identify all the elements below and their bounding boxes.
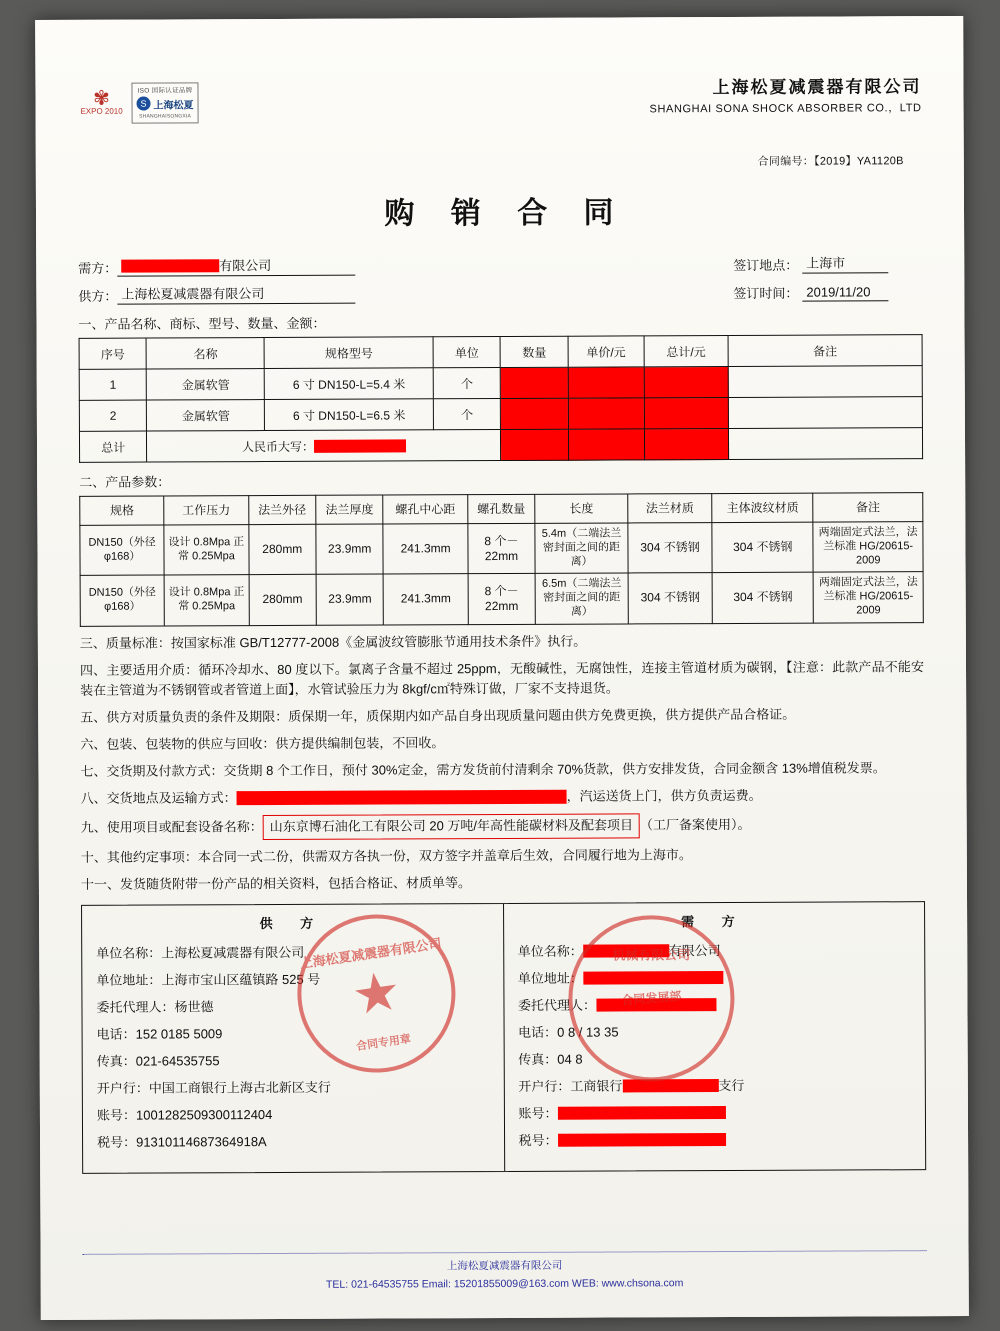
cell-remark: 两端固定式法兰，法兰标准 HG/20615-2009 — [813, 572, 923, 623]
supplier-address-label: 单位地址： — [96, 972, 162, 988]
footer-contact: TEL: 021-64535755 Email: 15201855009@163.com WEB: www.chsona.com — [325, 1277, 684, 1291]
footer-company: 上海松夏减震器有限公司 — [446, 1260, 563, 1273]
cell-bolt-pcd: 241.3mm — [383, 524, 468, 575]
cell-note — [728, 397, 922, 429]
document-content — [77, 76, 926, 1174]
supplier-taxno — [97, 1130, 490, 1151]
redaction-bar — [314, 439, 406, 452]
total-sum — [644, 429, 728, 460]
buyer-account-label: 账号： — [518, 1105, 558, 1121]
company-identity — [649, 76, 921, 117]
supplier-agent — [96, 995, 489, 1016]
cell-flange-od: 280mm — [248, 524, 316, 575]
company-name-en: SHANGHAI SONA SHOCK ABSORBER CO.，LTD — [649, 102, 922, 116]
product-table — [79, 334, 924, 463]
col-bellow-material: 主体波纹材质 — [712, 493, 813, 522]
logo-group — [77, 79, 198, 126]
cell-flange-od: 280mm — [249, 575, 317, 626]
buyer-value — [117, 255, 355, 277]
cell-bolt-qty: 8 个－22mm — [468, 523, 536, 574]
cell-spec: DN150（外径φ168） — [80, 575, 165, 626]
sign-place-label: 签订地点： — [733, 257, 799, 273]
supplier-fax-value: 021-64535755 — [135, 1053, 220, 1069]
supplier-stamp-sub: 合同专用章 — [355, 1033, 412, 1053]
contract-number: 合同编号：【2019】YA1120B — [757, 155, 904, 168]
redaction-bar — [583, 971, 723, 985]
col-spec: 规格 — [80, 496, 164, 525]
col-pressure: 工作压力 — [164, 496, 248, 525]
buyer-tel-label: 电话： — [518, 1024, 558, 1040]
col-total: 总计/元 — [644, 336, 728, 367]
cell-pressure: 设计 0.8Mpa 正常 0.25Mpa — [164, 525, 249, 576]
cell-model: 6 寸 DN150-L=6.5 米 — [265, 399, 434, 431]
buyer-bank-label: 开户行： — [518, 1078, 571, 1094]
clause-7: 七、交货期及付款方式：交货期 8 个工作日，预付 30%定金，需方发货前付清剩余 70%货款，供方安排发货，合同金额含 13%增值税发票。 — [80, 760, 886, 780]
total-label: 总计 — [79, 431, 147, 462]
redaction-bar — [121, 259, 219, 272]
supplier-account-label: 账号： — [96, 1107, 136, 1123]
supplier-signature-column — [82, 904, 505, 1173]
clause-6: 六、包装、包装物的供应与回收：供方提供编制包装，不回收。 — [80, 735, 445, 752]
buyer-taxno-label: 税号： — [518, 1132, 558, 1148]
clause-8 — [81, 786, 925, 810]
clause-8-label: 八、交货地点及运输方式： — [80, 790, 237, 807]
buyer-agent-label: 委托代理人： — [517, 997, 597, 1013]
cell-qty — [501, 398, 569, 429]
total-price — [568, 429, 644, 460]
cell-model: 6 寸 DN150-L=5.4 米 — [265, 368, 434, 400]
cell-qty — [501, 367, 569, 398]
cell-name: 金属软管 — [147, 369, 265, 401]
buyer-taxno — [519, 1128, 912, 1149]
cell-bellow-material: 304 不锈钢 — [712, 522, 813, 573]
supplier-bank-value: 中国工商银行上海古北新区支行 — [148, 1079, 331, 1096]
iso-label: ISO 国际认证品牌 — [137, 86, 193, 95]
supplier-tel — [97, 1022, 490, 1043]
expo-logo-label: EXPO 2010 — [80, 106, 123, 116]
col-flange-od: 法兰外径 — [248, 495, 316, 524]
page-title: 购 销 合 同 — [384, 196, 628, 231]
buyer-stamp-sub: 合同发展部 — [620, 989, 682, 1008]
supplier-tel-value: 152 0185 5009 — [135, 1026, 223, 1042]
cell-length: 5.4m（二端法兰密封面之间的距离） — [535, 523, 628, 574]
cell-unit: 个 — [433, 368, 501, 399]
cell-price — [568, 398, 644, 429]
parameter-table — [79, 492, 924, 626]
clause-10: 十、其他约定事项：本合同一式二份，供需双方各执一份，双方签字并盖章后生效，合同履行地为上海市。 — [80, 846, 692, 865]
col-name: 名称 — [146, 338, 264, 370]
supplier-fax-label: 传真： — [96, 1053, 136, 1069]
clause-9 — [81, 813, 925, 841]
buyer-unit-name-value: 有限公司 — [668, 942, 721, 959]
col-unit: 单位 — [433, 337, 501, 368]
buyer-bank-tail: 支行 — [718, 1077, 745, 1093]
supplier-account-value: 1001282509300112404 — [135, 1106, 273, 1123]
buyer-signature-column — [504, 902, 926, 1171]
cell-price — [568, 367, 644, 398]
col-flange-thickness: 法兰厚度 — [316, 495, 384, 524]
cell-note — [728, 366, 922, 398]
supplier-bank — [97, 1076, 490, 1097]
col-flange-material: 法兰材质 — [628, 494, 712, 523]
total-note — [729, 428, 923, 460]
cell-flange-material: 304 不锈钢 — [628, 523, 713, 574]
cell-bolt-pcd: 241.3mm — [384, 574, 469, 625]
redaction-bar — [557, 1106, 725, 1120]
document-footer — [83, 1250, 927, 1295]
signature-block — [81, 901, 926, 1174]
buyer-unit-name — [518, 939, 911, 960]
supplier-unit-name-label: 单位名称： — [96, 945, 162, 961]
cell-bellow-material: 304 不锈钢 — [712, 572, 813, 623]
supplier-address — [96, 968, 489, 989]
table-total-row — [79, 428, 922, 463]
total-amount-words — [147, 430, 501, 463]
star-icon: ★ — [348, 960, 405, 1027]
sign-place-value: 上海市 — [802, 252, 888, 273]
clause-3: 三、质量标准：按国家标准 GB/T12777-2008《金属波纹管膨胀节通用技术条件》执行。 — [79, 633, 587, 651]
supplier-unit-name-value: 上海松夏减震器有限公司 — [161, 944, 305, 961]
cell-bolt-qty: 8 个－22mm — [468, 574, 536, 625]
buyer-label: 需方： — [78, 260, 118, 276]
cell-unit: 个 — [433, 399, 501, 430]
supplier-taxno-value: 91310114687364918A — [136, 1133, 267, 1150]
cell-remark: 两端固定式法兰，法兰标准 HG/20615-2009 — [813, 522, 923, 573]
buyer-fax-label: 传真： — [518, 1051, 558, 1067]
buyer-stamp-text: 机械有限公司 — [612, 947, 691, 963]
brand-mark-icon: S — [137, 97, 151, 111]
table-row — [80, 522, 923, 576]
cell-total — [644, 367, 728, 398]
brand-name-en: SHANGHAISONGXIA — [139, 112, 192, 120]
supplier-label: 供方： — [78, 288, 118, 304]
cell-spec: DN150（外径φ168） — [80, 525, 165, 576]
table-header-row — [79, 335, 922, 370]
contract-page — [35, 16, 969, 1320]
supplier-fax — [97, 1049, 490, 1070]
buyer-address-label: 单位地址： — [517, 970, 583, 986]
project-name-highlight: 山东京博石油化工有限公司 20 万吨/年高性能碳材料及配套项目 — [263, 814, 640, 840]
supplier-bank-label: 开户行： — [96, 1080, 149, 1096]
buyer-bank-value: 工商银行 — [570, 1078, 623, 1094]
cell-total — [644, 398, 728, 429]
table-row — [79, 366, 922, 401]
col-price: 单价/元 — [568, 336, 644, 367]
clause-9-label: 九、使用项目或配套设备名称： — [80, 819, 263, 836]
brand-logo — [131, 82, 198, 123]
cell-flange-material: 304 不锈钢 — [628, 573, 713, 624]
supplier-taxno-label: 税号： — [97, 1134, 137, 1150]
clause-4: 四、主要适用介质：循环冷却水、80 度以下。氯离子含量不超过 25ppm，无酸碱性，无腐蚀性，连接主管道材质为碳钢，【注意：此款产品不能安装在主管道为不锈钢管或者管道上面】，水管试验压力为 8kgf/c㎡特殊订做，厂家不支持退货。 — [79, 658, 925, 698]
section2-title: 二、产品参数： — [79, 474, 171, 490]
cell-pressure: 设计 0.8Mpa 正常 0.25Mpa — [164, 575, 249, 626]
buyer-row — [78, 252, 922, 277]
col-qty: 数量 — [501, 336, 569, 367]
cell-no: 1 — [79, 369, 147, 400]
buyer-unit-name-label: 单位名称： — [517, 943, 583, 959]
buyer-tel-value: 0 8 / 13 35 — [557, 1024, 619, 1040]
supplier-heading: 供 方 — [259, 915, 326, 931]
col-no: 序号 — [79, 338, 147, 369]
supplier-unit-name — [96, 941, 489, 962]
buyer-agent — [518, 993, 911, 1014]
company-name-cn: 上海松夏减震器有限公司 — [712, 77, 922, 98]
supplier-row — [78, 280, 922, 305]
total-qty — [501, 429, 569, 460]
col-bolt-pcd: 螺孔中心距 — [383, 495, 467, 524]
clause-5: 五、供方对质量负责的条件及期限：质保期一年，质保期内如产品自身出现质量问题由供方免费更换，供方提供产品合格证。 — [80, 706, 796, 725]
buyer-bank — [518, 1074, 911, 1095]
sign-date-value: 2019/11/20 — [802, 284, 888, 301]
cell-name: 金属软管 — [147, 400, 265, 432]
buyer-fax-value: 04 8 — [557, 1051, 583, 1067]
document-header — [77, 76, 921, 142]
table-row — [79, 397, 922, 432]
supplier-agent-label: 委托代理人： — [96, 999, 175, 1015]
supplier-account — [97, 1103, 490, 1124]
clause-11: 十一、发货随货附带一份产品的相关资料，包括合格证、材质单等。 — [80, 874, 471, 892]
cell-flange-thickness: 23.9mm — [316, 574, 384, 625]
supplier-stamp-text: 上海松夏减震器有限公司 — [298, 935, 443, 972]
col-bolt-qty: 螺孔数量 — [468, 494, 536, 523]
total-amount-words-label: 人民币大写： — [241, 439, 315, 454]
buyer-heading: 需 方 — [681, 913, 747, 930]
section1-title: 一、产品名称、商标、型号、数量、金额： — [78, 315, 326, 332]
buyer-fax — [518, 1047, 911, 1068]
supplier-address-value: 上海市宝山区蕴镇路 525 号 — [161, 971, 321, 988]
redaction-bar — [622, 1079, 718, 1092]
supplier-agent-value: 杨世德 — [174, 999, 214, 1015]
cell-length: 6.5m（二端法兰密封面之间的距离） — [535, 573, 628, 624]
supplier-tel-label: 电话： — [96, 1026, 136, 1042]
col-model: 规格型号 — [265, 337, 434, 369]
redaction-bar — [558, 1133, 726, 1147]
cell-no: 2 — [79, 400, 147, 431]
col-remark: 备注 — [813, 493, 923, 522]
redaction-bar — [583, 944, 669, 957]
buyer-account — [518, 1101, 911, 1122]
cell-flange-thickness: 23.9mm — [316, 524, 384, 575]
redaction-bar — [237, 790, 567, 805]
clause-9-tail: （工厂备案使用）。 — [639, 817, 751, 833]
clause-8-tail: ，汽运送货上门，供方负责运费。 — [566, 788, 762, 805]
table-header-row — [80, 493, 923, 526]
col-note: 备注 — [728, 335, 922, 367]
brand-name-cn: 上海松夏 — [153, 99, 194, 112]
buyer-address — [518, 966, 911, 987]
supplier-value: 上海松夏减震器有限公司 — [117, 283, 355, 305]
buyer-tel — [518, 1020, 911, 1041]
table-row — [80, 572, 923, 626]
expo-logo-icon: ✾ EXPO 2010 — [80, 87, 123, 116]
buyer-value-text: 有限公司 — [219, 258, 272, 274]
col-length: 长度 — [535, 494, 628, 523]
redaction-bar — [596, 998, 716, 1012]
sign-date-label: 签订时间： — [733, 285, 799, 301]
